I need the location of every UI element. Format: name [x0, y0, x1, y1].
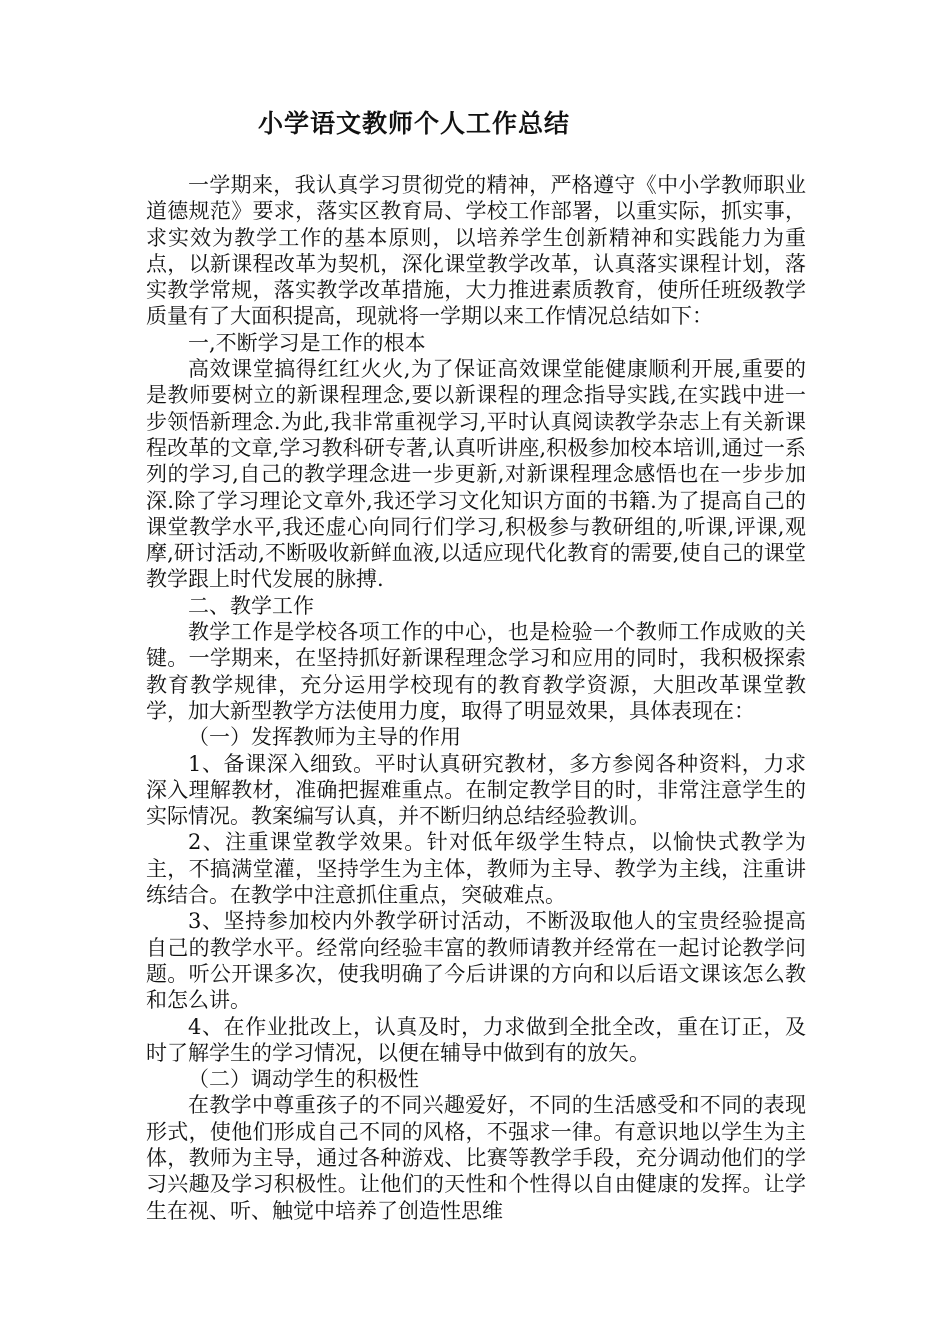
list-item-1: 1、备课深入细致。平时认真研究教材，多方参阅各种资料，力求深入理解教材，准确把握难重点。在制定教学目的时，非常注意学生的实际情况。教案编写认真，并不断归纳总结经验教训。	[146, 751, 806, 829]
document-body	[146, 172, 806, 1224]
list-item-4: 4、在作业批改上，认真及时，力求做到全批全改，重在订正，及时了解学生的学习情况，以便在辅导中做到有的放矢。	[146, 1014, 806, 1065]
document-title: 小学语文教师个人工作总结	[258, 109, 571, 138]
section-2-paragraph: 教学工作是学校各项工作的中心，也是检验一个教师工作成败的关键。一学期来，在坚持抓好新课程理念学习和应用的同时，我积极探索教育教学规律，充分运用学校现有的教育教学资源，大胆改革课堂教学，加大新型教学方法使用力度，取得了明显效果，具体表现在：	[146, 620, 806, 723]
subsection-2-paragraph: 在教学中尊重孩子的不同兴趣爱好，不同的生活感受和不同的表现形式，使他们形成自己不同的风格，不强求一律。有意识地以学生为主体，教师为主导，通过各种游戏、比赛等教学手段，充分调动他们的学习兴趣及学习积极性。让他们的天性和个性得以自由健康的发挥。让学生在视、听、触觉中培养了创造性思维	[146, 1093, 806, 1223]
subsection-heading-2: （二）调动学生的积极性	[188, 1067, 419, 1092]
list-item-2: 2、注重课堂教学效果。针对低年级学生特点，以愉快式教学为主，不搞满堂灌，坚持学生为主体，教师为主导、教学为主线，注重讲练结合。在教学中注意抓住重点，突破难点。	[146, 830, 806, 908]
section-heading-1: 一,不断学习是工作的根本	[188, 330, 426, 355]
section-1-paragraph: 高效课堂搞得红红火火,为了保证高效课堂能健康顺利开展,重要的是教师要树立的新课程理念,要以新课程的理念指导实践,在实践中进一步领悟新理念.为此,我非常重视学习,平时认真阅读教学杂志上有关新课程改革的文章,学习教科研专著,认真听讲座,积极参加校本培训,通过一系列的学习,自己的教学理念进一步更新,对新课程理念感悟也在一步步加深.除了学习理论文章外,我还学习文化知识方面的书籍.为了提高自己的课堂教学水平,我还虚心向同行们学习,积极参与教研组的,听课,评课,观摩,研讨活动,不断吸收新鲜血液,以适应现代化教育的需要,使自己的课堂教学跟上时代发展的脉搏.	[146, 357, 806, 592]
intro-paragraph: 一学期来，我认真学习贯彻党的精神，严格遵守《中小学教师职业道德规范》要求，落实区教育局、学校工作部署，以重实际，抓实事，求实效为教学工作的基本原则，以培养学生创新精神和实践能力为重点，以新课程改革为契机，深化课堂教学改革，认真落实课程计划，落实教学常规，落实教学改革措施，大力推进素质教育，使所任班级教学质量有了大面积提高，现就将一学期以来工作情况总结如下：	[146, 173, 806, 329]
subsection-heading-1: （一）发挥教师为主导的作用	[188, 725, 461, 750]
list-item-3: 3、坚持参加校内外教学研讨活动，不断汲取他人的宝贵经验提高自己的教学水平。经常向经验丰富的教师请教并经常在一起讨论教学问题。听公开课多次，使我明确了今后讲课的方向和以后语文课该怎么教和怎么讲。	[146, 909, 806, 1013]
section-heading-2: 二、教学工作	[188, 593, 314, 618]
